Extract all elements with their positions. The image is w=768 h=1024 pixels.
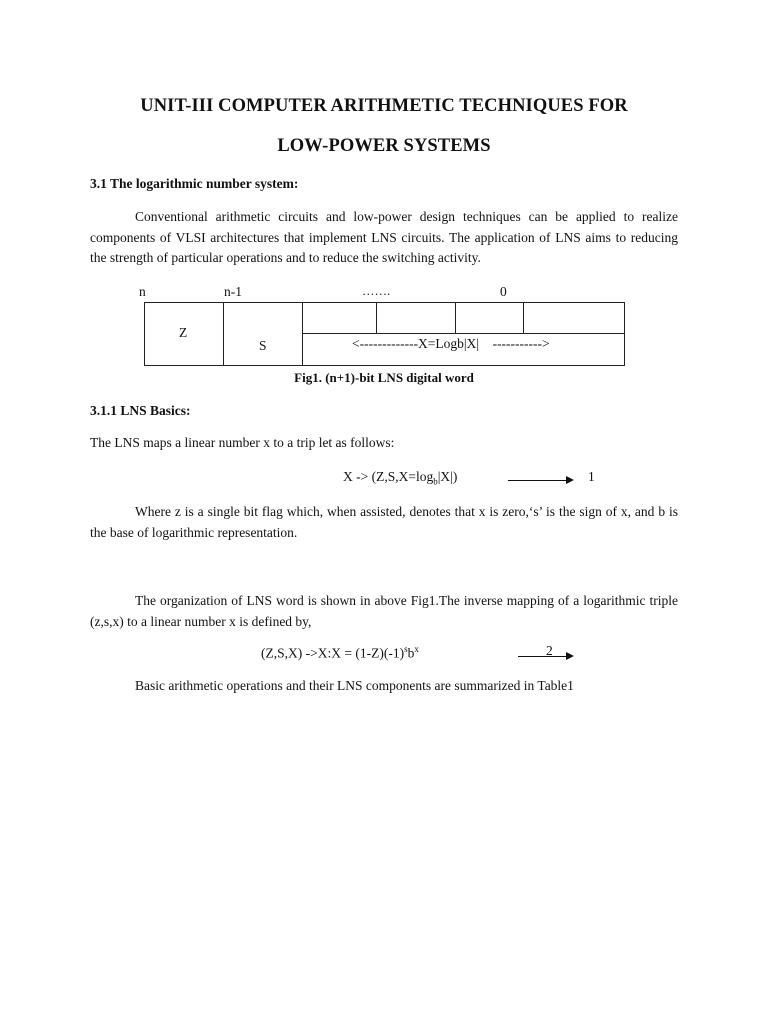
equation-1-arrow-line (508, 480, 568, 481)
page-title-line2: LOW-POWER SYSTEMS (277, 136, 491, 156)
paragraph-where: Where z is a single bit flag which, when assisted, denotes that x is zero,‘s’ is the sign of x, and b is the base of logarithmic representation. (90, 504, 678, 540)
divider-z-s (223, 303, 224, 365)
fig-label-zero: 0 (500, 284, 507, 299)
equation-2-mid: b (407, 645, 415, 661)
summary-line: Basic arithmetic operations and their LNS components are summarized in Table1 (135, 678, 574, 693)
divider-x-3 (523, 303, 524, 333)
fig-label-n: n (139, 284, 146, 299)
paragraph-organization: The organization of LNS word is shown in above Fig1.The inverse mapping of a logarithmic triple (z,s,x) to a linear number x is defined by, (90, 593, 678, 629)
lns-word-diagram (144, 302, 625, 366)
fig-label-n-minus-1: n-1 (224, 284, 242, 299)
page-title-line1: UNIT-III COMPUTER ARITHMETIC TECHNIQUES FOR (140, 96, 628, 116)
equation-1-arrow-icon (566, 476, 574, 484)
section-heading-3-1-1: 3.1.1 LNS Basics: (90, 403, 191, 418)
divider-s-x (302, 303, 303, 365)
equation-1-number: 1 (588, 469, 595, 484)
equation-2-arrow-line (518, 656, 568, 657)
cell-x: <-------------X=Logb|X| -----------> (352, 336, 550, 351)
section-heading-3-1: 3.1 The logarithmic number system: (90, 176, 299, 191)
equation-1-sub: b (433, 476, 438, 487)
figure-caption: Fig1. (n+1)-bit LNS digital word (294, 370, 474, 385)
equation-2-arrow-icon (566, 652, 574, 660)
cell-s: S (259, 338, 267, 353)
equation-1-suffix: |X|) (437, 469, 458, 484)
equation-1 (343, 469, 457, 487)
divider-x-1 (376, 303, 377, 333)
equation-2 (261, 644, 419, 662)
paragraph-intro: Conventional arithmetic circuits and low-power design techniques can be applied to realize components of VLSI architectures that implement LNS circuits. The application of LNS aims to reducing the strength of particular operations and to reduce the switching activity. (90, 209, 678, 265)
equation-2-prefix: (Z,S,X) ->X:X = (1-Z)(-1) (261, 645, 405, 661)
fig-label-dots: ……. (362, 284, 391, 298)
equation-1-prefix: X -> (Z,S,X=log (343, 469, 434, 484)
equation-2-sup-s: s (404, 644, 408, 654)
divider-x-2 (455, 303, 456, 333)
lns-map-intro: The LNS maps a linear number x to a trip let as follows: (90, 435, 395, 450)
equation-2-sup-x: x (414, 644, 419, 654)
equation-2-number: 2 (546, 643, 553, 658)
divider-x-horizontal (302, 333, 624, 334)
cell-z: Z (179, 325, 188, 340)
